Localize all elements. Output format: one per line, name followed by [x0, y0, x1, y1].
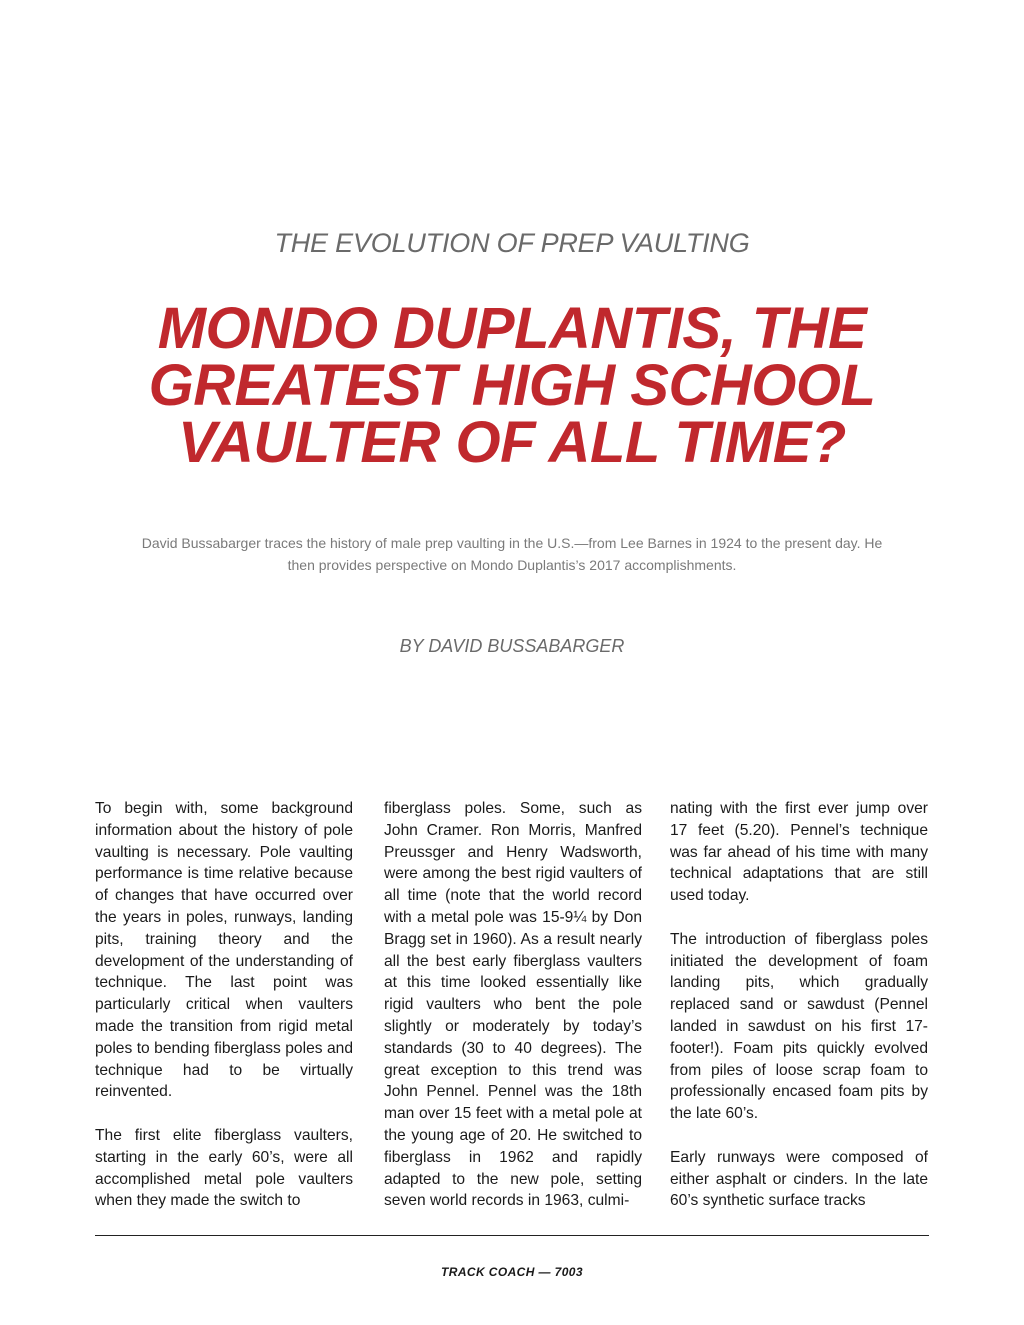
article-byline: BY DAVID BUSSABARGER: [399, 636, 625, 656]
headline-line: GREATEST HIGH SCHOOL: [148, 353, 876, 418]
footer-divider: [95, 1235, 929, 1236]
headline-line: MONDO DUPLANTIS, THE: [157, 296, 867, 361]
article-deck: David Bussabarger traces the history of male prep vaulting in the U.S.—from Lee Barnes in 1924 to the present day. He then provides perspective on Mondo Duplantis’s 2017 accomplishments.: [141, 535, 883, 573]
body-column-2: [384, 798, 642, 1212]
body-column-3: [670, 798, 928, 1212]
body-paragraph: fiberglass poles. Some, such as John Cramer. Ron Morris, Manfred Preussger and Henry Wadsworth, were among the best rigid vaulters of all time (note that the world record with a metal pole was 15-9¼ by Don Bragg set in 1960). As a result nearly all the best early fiberglass vaulters at this time looked essentially like rigid vaulters who bent the pole slightly or moderately by today’s standards (30 to 40 degrees). The great exception to this trend was John Pennel. Pennel was the 18th man over 15 feet with a metal pole at the young age of 20. He switched to fiberglass in 1962 and rapidly adapted to the new pole, setting seven world records in 1963, culmi-: [384, 800, 642, 1210]
body-paragraph: The introduction of fiberglass poles initiated the development of foam landing pits, which gradually replaced sand or sawdust (Pennel landed in sawdust on his first 17-footer!). Foam pits quickly evolved from piles of loose scrap foam to professionally encased foam pits by the late 60’s.: [670, 930, 928, 1123]
body-paragraph: nating with the first ever jump over 17 feet (5.20). Pennel’s technique was far ahead of his time with many technical adaptations that are still used today.: [670, 800, 928, 905]
article-headline: [0, 296, 1024, 475]
article-kicker: THE EVOLUTION OF PREP VAULTING: [274, 228, 750, 258]
body-paragraph: To begin with, some background information about the history of pole vaulting is necessary. Pole vaulting performance is time relative because of changes that have occurred over the years in poles, runways, landing pits, training theory and the development of the understanding of technique. The last point was particularly critical when vaulters made the transition from rigid metal poles to bending fiberglass poles and technique had to be virtually reinvented.: [95, 800, 353, 1101]
page-footer: TRACK COACH — 7003: [441, 1265, 583, 1279]
headline-line: VAULTER OF ALL TIME?: [178, 410, 846, 475]
body-column-1: [95, 798, 353, 1212]
body-paragraph: Early runways were composed of either asphalt or cinders. In the late 60’s synthetic surface tracks: [670, 1148, 928, 1210]
body-paragraph: The first elite fiberglass vaulters, starting in the early 60’s, were all accomplished metal pole vaulters when they made the switch to: [95, 1126, 353, 1210]
